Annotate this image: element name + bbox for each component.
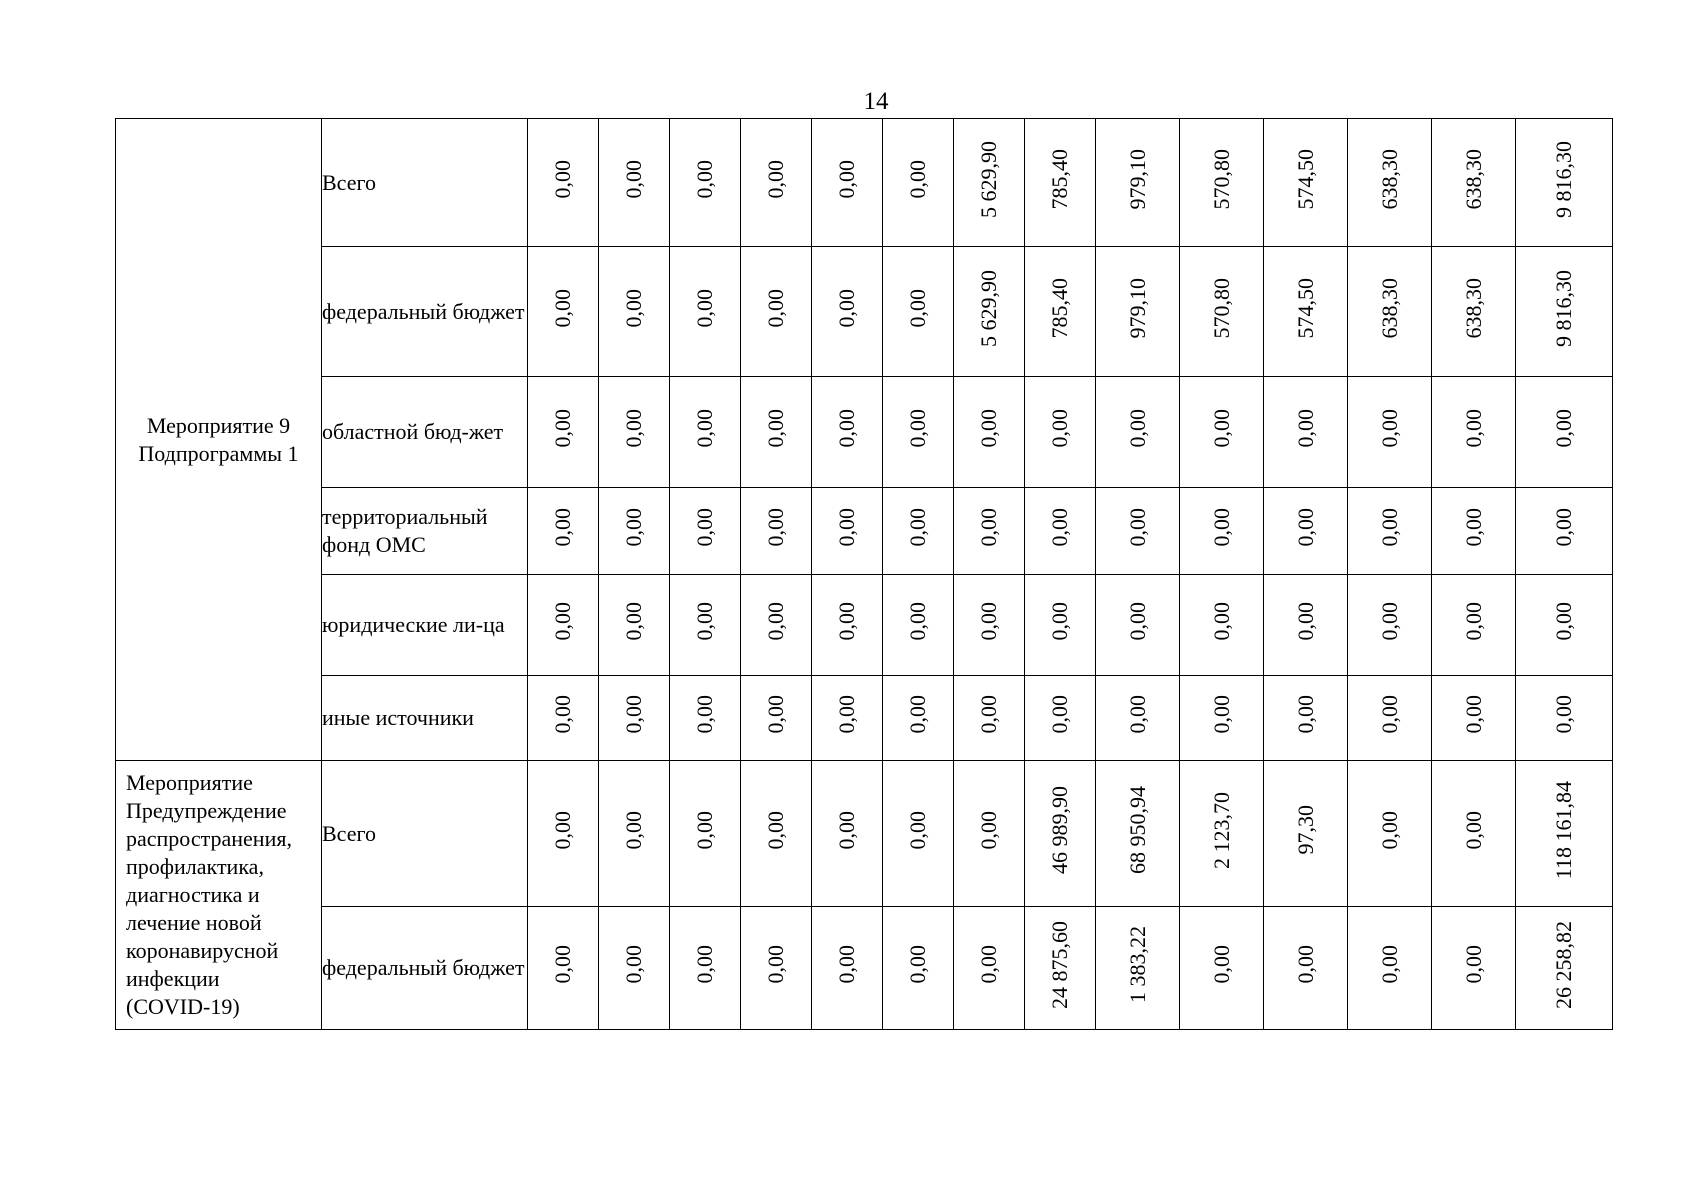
value-cell [670, 247, 741, 377]
value-cell [528, 761, 599, 907]
value-text: 0,00 [763, 409, 788, 448]
value-text: 574,50 [1292, 148, 1318, 210]
funding-source-cell: территориальный фонд ОМС [322, 488, 528, 575]
value-cell [954, 676, 1025, 761]
value-text: 0,00 [905, 810, 930, 850]
event-name-line: Подпрограммы 1 [138, 440, 299, 466]
value-cell [599, 676, 670, 761]
value-cell [599, 119, 670, 247]
value-cell [1432, 488, 1516, 575]
value-cell [1025, 377, 1096, 488]
value-cell [954, 377, 1025, 488]
value-text: 0,00 [905, 159, 930, 199]
value-text: 0,00 [976, 810, 1001, 850]
value-cell [528, 676, 599, 761]
value-cell [812, 119, 883, 247]
value-cell [528, 907, 599, 1030]
value-text: 0,00 [763, 508, 788, 547]
value-cell [1264, 247, 1348, 377]
value-text: 785,40 [1047, 277, 1072, 339]
value-cell [670, 761, 741, 907]
value-text: 0,00 [692, 695, 717, 734]
value-cell [599, 247, 670, 377]
value-cell [1025, 676, 1096, 761]
value-text: 0,00 [1208, 602, 1234, 641]
value-text: 0,00 [763, 810, 788, 850]
value-cell [883, 761, 954, 907]
value-cell [1180, 907, 1264, 1030]
value-cell [741, 119, 812, 247]
event-name-line: лечение новой [126, 910, 262, 935]
value-cell [812, 907, 883, 1030]
value-cell [1516, 119, 1613, 247]
value-cell [812, 761, 883, 907]
value-text: 0,00 [1460, 695, 1486, 734]
value-cell [528, 575, 599, 676]
value-cell [812, 575, 883, 676]
value-text: 0,00 [834, 695, 859, 734]
value-cell [1025, 761, 1096, 907]
value-text: 0,00 [834, 945, 859, 984]
value-text: 0,00 [1047, 695, 1072, 734]
value-text: 0,00 [834, 159, 859, 199]
value-text: 2 123,70 [1208, 791, 1234, 869]
value-cell [1432, 377, 1516, 488]
value-cell [1025, 907, 1096, 1030]
value-text: 0,00 [692, 409, 717, 448]
value-cell [883, 247, 954, 377]
value-cell [599, 907, 670, 1030]
value-text: 0,00 [763, 602, 788, 641]
value-text: 0,00 [1124, 695, 1150, 734]
value-cell [812, 247, 883, 377]
table-row [116, 907, 1613, 1030]
value-cell [1516, 907, 1613, 1030]
value-cell [954, 247, 1025, 377]
value-text: 0,00 [1376, 508, 1402, 547]
value-cell [1180, 119, 1264, 247]
value-cell [1348, 575, 1432, 676]
value-cell [1180, 247, 1264, 377]
value-cell [1348, 247, 1432, 377]
value-cell [1432, 119, 1516, 247]
value-text: 0,00 [905, 508, 930, 547]
value-cell [1025, 247, 1096, 377]
value-text: 0,00 [1376, 695, 1402, 734]
value-text: 0,00 [550, 508, 575, 547]
event-name-line: профилактика, [126, 854, 264, 879]
value-text: 0,00 [976, 409, 1001, 448]
value-cell [1516, 377, 1613, 488]
value-text: 0,00 [905, 602, 930, 641]
value-text: 0,00 [692, 508, 717, 547]
value-text: 0,00 [1376, 409, 1402, 448]
value-text: 0,00 [763, 945, 788, 984]
value-cell [1348, 761, 1432, 907]
value-text: 0,00 [976, 695, 1001, 734]
value-text: 0,00 [1047, 508, 1072, 547]
value-cell [1516, 676, 1613, 761]
value-text: 0,00 [1376, 810, 1402, 850]
value-text: 0,00 [905, 288, 930, 328]
value-cell [1096, 575, 1180, 676]
funding-source-cell: Всего [322, 119, 528, 247]
value-text: 638,30 [1460, 148, 1486, 210]
value-text: 0,00 [692, 602, 717, 641]
page-number: 14 [863, 88, 889, 115]
event-name-line: распространения, [126, 826, 292, 851]
value-cell [1432, 761, 1516, 907]
value-text: 0,00 [692, 810, 717, 850]
value-cell [599, 761, 670, 907]
value-cell [528, 488, 599, 575]
value-cell [670, 377, 741, 488]
value-cell [1432, 676, 1516, 761]
funding-source-cell: иные источники [322, 676, 528, 761]
value-cell [741, 676, 812, 761]
event-name-line: Мероприятие [126, 770, 253, 795]
value-text: 0,00 [834, 508, 859, 547]
value-cell [1096, 676, 1180, 761]
event-name-cell [116, 119, 322, 761]
value-cell [1096, 119, 1180, 247]
funding-source-cell: федеральный бюджет [322, 907, 528, 1030]
value-cell [954, 119, 1025, 247]
value-text: 570,80 [1208, 277, 1234, 339]
value-cell [1348, 488, 1432, 575]
value-text: 1 383,22 [1124, 926, 1150, 1003]
value-cell [599, 377, 670, 488]
value-text: 9 816,30 [1551, 140, 1576, 218]
value-text: 0,00 [621, 945, 646, 984]
value-cell [741, 907, 812, 1030]
value-text: 0,00 [621, 602, 646, 641]
value-cell [954, 907, 1025, 1030]
funding-source-cell: федеральный бюджет [322, 247, 528, 377]
value-cell [812, 488, 883, 575]
value-text: 0,00 [1551, 508, 1576, 547]
value-text: 5 629,90 [976, 269, 1001, 347]
value-text: 0,00 [1047, 409, 1072, 448]
value-text: 638,30 [1376, 277, 1402, 339]
value-cell [1025, 488, 1096, 575]
value-text: 0,00 [1124, 409, 1150, 448]
value-text: 0,00 [1124, 602, 1150, 641]
value-cell [599, 575, 670, 676]
value-text: 0,00 [692, 945, 717, 984]
value-cell [741, 488, 812, 575]
value-text: 0,00 [763, 695, 788, 734]
value-text: 0,00 [550, 695, 575, 734]
table-row [116, 761, 1613, 907]
event-name-line: коронавирусной [126, 938, 279, 963]
value-cell [1432, 247, 1516, 377]
value-text: 574,50 [1292, 277, 1318, 339]
value-cell [599, 488, 670, 575]
value-cell [1096, 377, 1180, 488]
value-text: 0,00 [1376, 602, 1402, 641]
value-text: 97,30 [1292, 805, 1318, 855]
value-text: 0,00 [621, 695, 646, 734]
value-cell [1264, 761, 1348, 907]
value-text: 0,00 [621, 409, 646, 448]
value-text: 0,00 [1208, 508, 1234, 547]
value-text: 0,00 [550, 945, 575, 984]
value-text: 0,00 [905, 695, 930, 734]
value-text: 46 989,90 [1047, 786, 1072, 874]
value-text: 0,00 [1460, 508, 1486, 547]
funding-table [115, 118, 1613, 1030]
value-cell [528, 119, 599, 247]
value-text: 24 875,60 [1047, 920, 1072, 1009]
value-text: 0,00 [905, 945, 930, 984]
table-row [116, 377, 1613, 488]
value-text: 68 950,94 [1124, 786, 1150, 874]
value-cell [741, 761, 812, 907]
value-cell [670, 907, 741, 1030]
value-cell [1348, 907, 1432, 1030]
value-cell [883, 377, 954, 488]
value-cell [1432, 575, 1516, 676]
table-row [116, 488, 1613, 575]
value-text: 0,00 [621, 288, 646, 328]
value-text: 785,40 [1047, 148, 1072, 210]
value-text: 0,00 [692, 288, 717, 328]
value-text: 0,00 [1376, 945, 1402, 984]
event-name-line: Предупреждение [126, 798, 287, 823]
value-cell [670, 575, 741, 676]
value-text: 0,00 [763, 288, 788, 328]
value-text: 0,00 [1460, 409, 1486, 448]
value-cell [1348, 676, 1432, 761]
value-text: 979,10 [1124, 277, 1150, 339]
value-cell [1096, 907, 1180, 1030]
funding-source-cell: областной бюд-жет [322, 377, 528, 488]
value-text: 0,00 [1460, 945, 1486, 984]
value-text: 0,00 [1208, 945, 1234, 984]
value-text: 0,00 [1124, 508, 1150, 547]
value-cell [670, 119, 741, 247]
value-text: 0,00 [550, 602, 575, 641]
value-cell [812, 377, 883, 488]
value-text: 0,00 [1551, 602, 1576, 641]
value-cell [954, 761, 1025, 907]
value-cell [883, 575, 954, 676]
value-text: 570,80 [1208, 148, 1234, 210]
value-text: 0,00 [1047, 602, 1072, 641]
event-name-line: инфекции [126, 966, 220, 991]
value-cell [1180, 377, 1264, 488]
value-text: 0,00 [976, 508, 1001, 547]
value-text: 0,00 [976, 602, 1001, 641]
value-text: 26 258,82 [1551, 920, 1576, 1009]
value-text: 0,00 [692, 159, 717, 199]
funding-source-cell: Всего [322, 761, 528, 907]
value-text: 5 629,90 [976, 140, 1001, 218]
event-name-line: (COVID-19) [126, 994, 240, 1019]
value-text: 118 161,84 [1551, 780, 1576, 880]
value-cell [1516, 575, 1613, 676]
value-cell [741, 575, 812, 676]
table-row [116, 575, 1613, 676]
value-text: 638,30 [1460, 277, 1486, 339]
value-text: 0,00 [1292, 602, 1318, 641]
value-text: 0,00 [976, 945, 1001, 984]
value-cell [1025, 119, 1096, 247]
value-cell [1264, 377, 1348, 488]
value-cell [883, 488, 954, 575]
funding-table-body [116, 119, 1613, 1030]
value-cell [670, 488, 741, 575]
value-cell [1180, 761, 1264, 907]
event-name-line: диагностика и [126, 882, 260, 907]
value-cell [1516, 247, 1613, 377]
value-cell [1025, 575, 1096, 676]
value-text: 0,00 [1292, 695, 1318, 734]
value-cell [1096, 247, 1180, 377]
value-text: 0,00 [550, 810, 575, 850]
value-cell [1348, 119, 1432, 247]
value-text: 0,00 [905, 409, 930, 448]
value-cell [1348, 377, 1432, 488]
value-text: 0,00 [550, 288, 575, 328]
value-cell [528, 377, 599, 488]
value-cell [1264, 119, 1348, 247]
value-cell [954, 488, 1025, 575]
table-row [116, 247, 1613, 377]
value-text: 0,00 [834, 602, 859, 641]
table-row [116, 676, 1613, 761]
value-cell [1096, 761, 1180, 907]
value-cell [1180, 575, 1264, 676]
value-cell [528, 247, 599, 377]
value-text: 0,00 [1208, 695, 1234, 734]
value-text: 0,00 [1292, 409, 1318, 448]
value-text: 0,00 [1460, 810, 1486, 850]
value-cell [1432, 907, 1516, 1030]
value-cell [1516, 761, 1613, 907]
value-cell [1180, 488, 1264, 575]
value-text: 0,00 [621, 508, 646, 547]
value-text: 0,00 [834, 810, 859, 850]
value-text: 0,00 [621, 810, 646, 850]
value-cell [670, 676, 741, 761]
value-text: 0,00 [834, 409, 859, 448]
value-cell [741, 247, 812, 377]
value-text: 0,00 [621, 159, 646, 199]
value-cell [1516, 488, 1613, 575]
value-cell [954, 575, 1025, 676]
value-cell [1180, 676, 1264, 761]
value-cell [1264, 907, 1348, 1030]
value-text: 0,00 [1292, 945, 1318, 984]
value-text: 979,10 [1124, 148, 1150, 210]
value-text: 0,00 [1460, 602, 1486, 641]
funding-source-cell: юридические ли-ца [322, 575, 528, 676]
event-name-line: Мероприятие 9 [146, 412, 291, 438]
table-row [116, 119, 1613, 247]
value-text: 0,00 [834, 288, 859, 328]
value-text: 0,00 [550, 159, 575, 199]
value-text: 0,00 [763, 159, 788, 199]
value-cell [1264, 575, 1348, 676]
value-text: 0,00 [1551, 695, 1576, 734]
value-cell [741, 377, 812, 488]
value-text: 638,30 [1376, 148, 1402, 210]
value-text: 9 816,30 [1551, 269, 1576, 347]
value-cell [1264, 488, 1348, 575]
value-text: 0,00 [1292, 508, 1318, 547]
value-cell [883, 119, 954, 247]
value-cell [1096, 488, 1180, 575]
value-cell [1264, 676, 1348, 761]
value-text: 0,00 [1208, 409, 1234, 448]
value-text: 0,00 [550, 409, 575, 448]
value-text: 0,00 [1551, 409, 1576, 448]
value-cell [883, 676, 954, 761]
value-cell [812, 676, 883, 761]
event-name-cell [116, 761, 322, 1030]
value-cell [883, 907, 954, 1030]
